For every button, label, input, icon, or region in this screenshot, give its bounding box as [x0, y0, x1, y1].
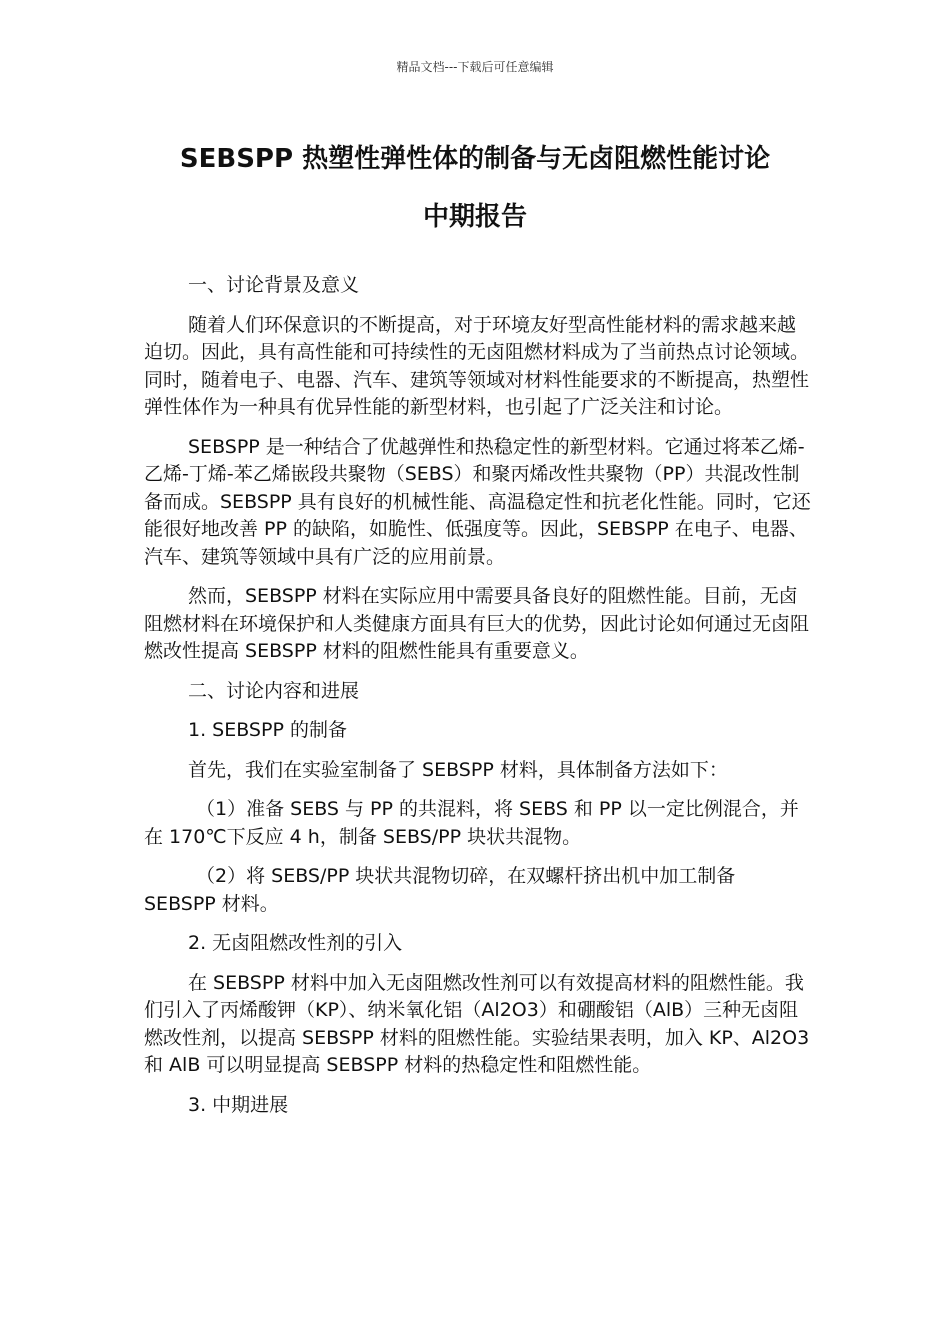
paragraph: 然而，SEBSPP 材料在实际应用中需要具备良好的阻燃性能。目前，无卤阻燃材料在环境保护和人类健康方面具有巨大的优势，因此讨论如何通过无卤阻燃改性提高 SEBSPP 材料的阻燃性能具有重要意义。: [144, 585, 810, 662]
subsection-heading: 1. SEBSPP 的制备: [188, 719, 347, 741]
subsection-heading: 2. 无卤阻燃改性剂的引入: [188, 932, 403, 954]
document-title: SEBSPP 热塑性弹性体的制备与无卤阻燃性能讨论: [179, 144, 771, 174]
paragraph: 在 SEBSPP 材料中加入无卤阻燃改性剂可以有效提高材料的阻燃性能。我们引入了丙烯酸钾（KP）、纳米氧化铝（Al2O3）和硼酸铝（AlB）三种无卤阻燃改性剂，以提高 SEBSPP 材料的阻燃性能。实验结果表明，加入 KP、Al2O3 和 AlB 可以明显提高 SEBSPP 材料的热稳定性和阻燃性能。: [144, 971, 810, 1076]
list-step: （2）将 SEBS/PP 块状共混物切碎，在双螺杆挤出机中加工制备 SEBSPP 材料。: [144, 865, 736, 915]
document-body: [144, 272, 812, 1131]
subsection-heading: 3. 中期进展: [188, 1093, 289, 1116]
page-header-note: 精品文档---下载后可任意编辑: [396, 60, 554, 74]
section-heading-content: 二、讨论内容和进展: [188, 679, 360, 702]
document-subtitle: 中期报告: [422, 202, 527, 232]
paragraph: 随着人们环保意识的不断提高，对于环境友好型高性能材料的需求越来越迫切。因此，具有高性能和可持续性的无卤阻燃材料成为了当前热点讨论领域。同时，随着电子、电器、汽车、建筑等领域对材料性能要求的不断提高，热塑性弹性体作为一种具有优异性能的新型材料，也引起了广泛关注和讨论。: [144, 313, 810, 418]
list-step: （1）准备 SEBS 与 PP 的共混料，将 SEBS 和 PP 以一定比例混合，并在 170℃下反应 4 h，制备 SEBS/PP 块状共混物。: [144, 798, 799, 848]
paragraph: 首先，我们在实验室制备了 SEBSPP 材料，具体制备方法如下：: [188, 758, 728, 781]
section-heading-background: 一、讨论背景及意义: [188, 274, 360, 296]
paragraph: SEBSPP 是一种结合了优越弹性和热稳定性的新型材料。它通过将苯乙烯-乙烯-丁烯-苯乙烯嵌段共聚物（SEBS）和聚丙烯改性共聚物（PP）共混改性制备而成。SEBSPP 具有良好的机械性能、高温稳定性和抗老化性能。同时，它还能很好地改善 PP 的缺陷，如脆性、低强度等。因此，SEBSPP 在电子、电器、汽车、建筑等领域中具有广泛的应用前景。: [144, 435, 811, 568]
